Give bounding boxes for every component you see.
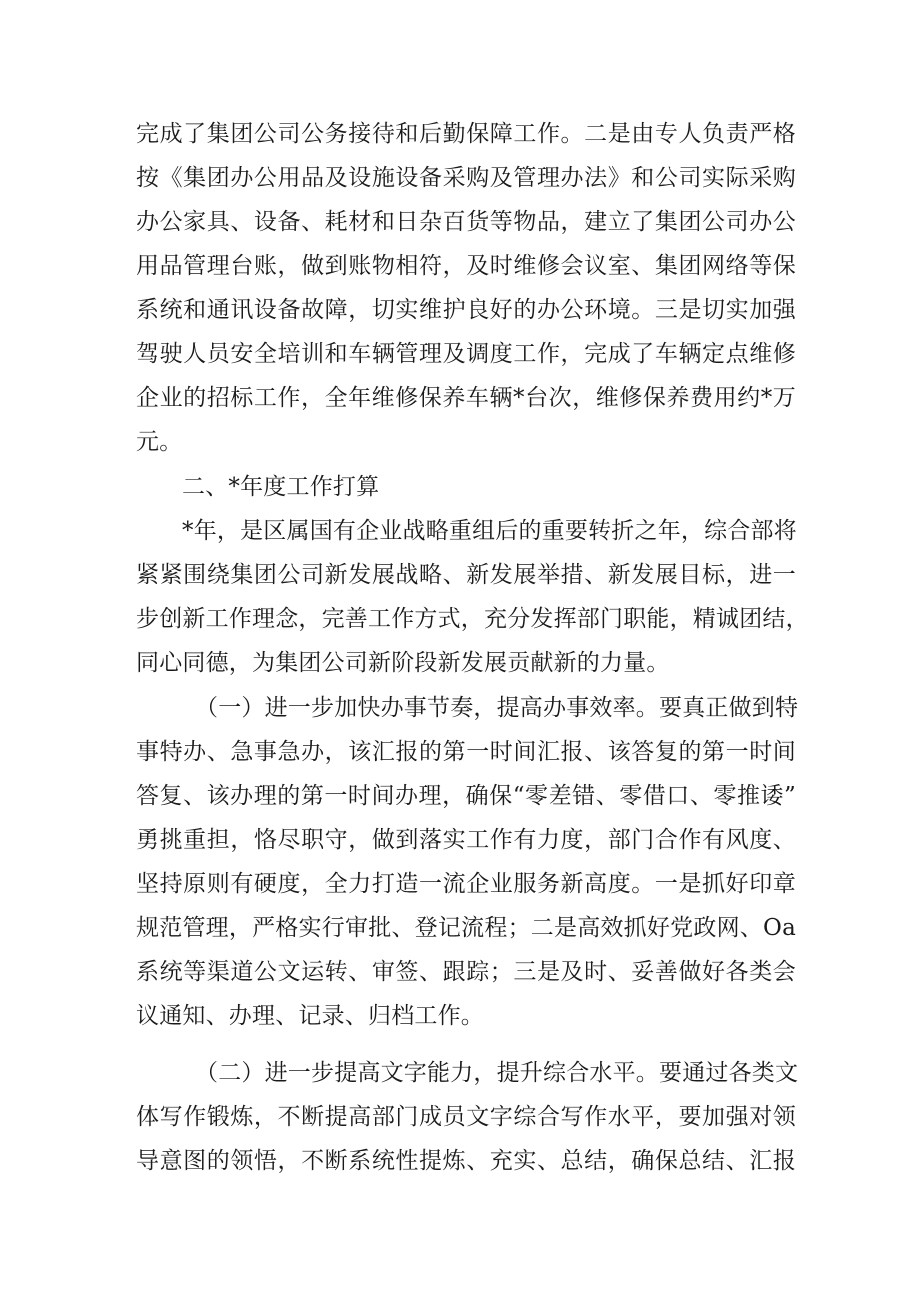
paragraph-line: 答复、该办理的第一时间办理，确保“零差错、零借口、零推诿” <box>136 783 796 809</box>
paragraph-line: 坚持原则有硬度，全力打造一流企业服务新高度。一是抓好印章 <box>136 871 796 897</box>
paragraph-line: 完成了集团公司公务接待和后勤保障工作。二是由专人负责严格 <box>136 121 796 147</box>
paragraph-line: 驾驶人员安全培训和车辆管理及调度工作，完成了车辆定点维修 <box>136 341 796 367</box>
paragraph-line: 紧紧围绕集团公司新发展战略、新发展举措、新发展目标，进一 <box>136 562 796 588</box>
paragraph-line: 系统和通讯设备故障，切实维护良好的办公环境。三是切实加强 <box>136 297 796 323</box>
paragraph-line: 同心同德，为集团公司新阶段新发展贡献新的力量。 <box>136 650 670 676</box>
paragraph-line: 系统等渠道公文运转、审签、跟踪；三是及时、妥善做好各类会 <box>136 959 796 985</box>
paragraph-line: 按《集团办公用品及设施设备采购及管理办法》和公司实际采购 <box>136 165 796 191</box>
paragraph-line: （二）进一步提高文字能力，提升综合水平。要通过各类文 <box>195 1060 799 1086</box>
paragraph-line: 导意图的领悟，不断系统性提炼、充实、总结，确保总结、汇报 <box>136 1148 796 1174</box>
paragraph-line: 规范管理，严格实行审批、登记流程；二是高效抓好党政网、Oa <box>136 915 796 941</box>
paragraph-line: 企业的招标工作，全年维修保养车辆*台次，维修保养费用约*万 <box>136 385 796 411</box>
paragraph-line: *年，是区属国有企业战略重组后的重要转折之年，综合部将 <box>182 518 797 544</box>
paragraph-line: 事特办、急事急办，该汇报的第一时间汇报、该答复的第一时间 <box>136 739 796 765</box>
section-heading: 二、*年度工作打算 <box>182 474 380 500</box>
paragraph-line: 元。 <box>136 429 183 455</box>
paragraph-line: （一）进一步加快办事节奏，提高办事效率。要真正做到特 <box>195 695 799 721</box>
paragraph-line: 步创新工作理念，完善工作方式，充分发挥部门职能，精诚团结， <box>136 606 809 632</box>
paragraph-line: 办公家具、设备、耗材和日杂百货等物品，建立了集团公司办公 <box>136 209 796 235</box>
paragraph-line: 用品管理台账，做到账物相符，及时维修会议室、集团网络等保 <box>136 253 796 279</box>
paragraph-line: 勇挑重担，恪尽职守，做到落实工作有力度，部门合作有风度、 <box>136 827 796 853</box>
paragraph-line: 议通知、办理、记录、归档工作。 <box>136 1003 484 1029</box>
paragraph-line: 体写作锻炼，不断提高部门成员文字综合写作水平，要加强对领 <box>136 1104 796 1130</box>
